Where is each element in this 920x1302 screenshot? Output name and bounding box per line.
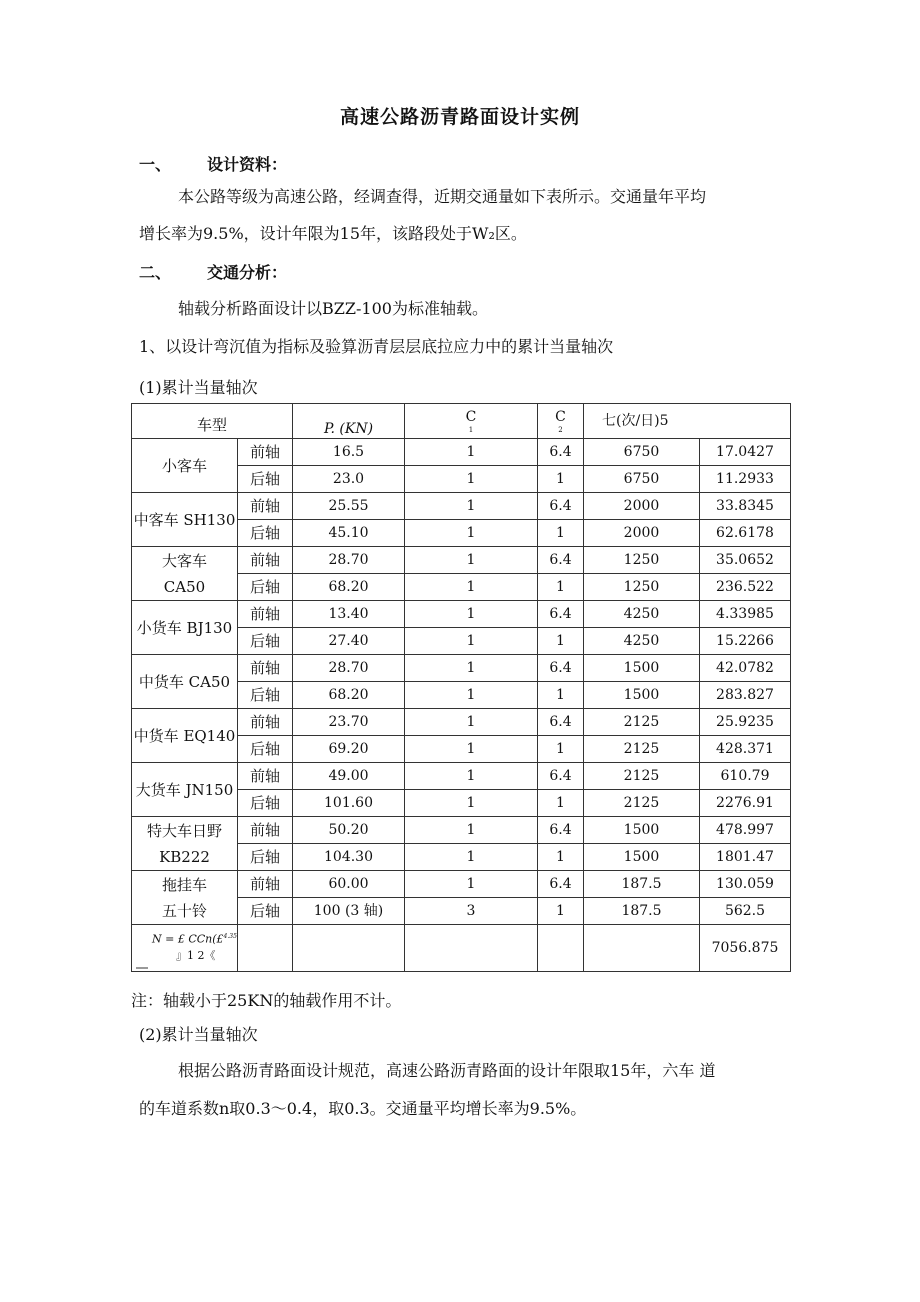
cell-axle: 后轴	[238, 844, 293, 871]
cell-n: 2125	[584, 736, 700, 763]
header-c1-label: C	[465, 409, 477, 425]
cell-v: 478.997	[700, 817, 791, 844]
vehicle-type-cell	[132, 493, 238, 547]
vehicle-type-cell	[132, 547, 238, 601]
cell-c2: 1	[538, 466, 584, 493]
cell-p: 16.5	[293, 439, 405, 466]
cell-p: 104.30	[293, 844, 405, 871]
cell-c1: 1	[405, 601, 538, 628]
cell-v: 33.8345	[700, 493, 791, 520]
section-heading-2	[139, 260, 539, 282]
cell-p: 13.40	[293, 601, 405, 628]
cell-p: 60.00	[293, 871, 405, 898]
sum-formula-cell	[132, 925, 238, 972]
empty-cell	[405, 925, 538, 972]
cell-v: 562.5	[700, 898, 791, 925]
cell-v: 62.6178	[700, 520, 791, 547]
sum-row	[132, 925, 791, 972]
vehicle-type-model: CA50	[163, 577, 206, 596]
cell-v: 130.059	[700, 871, 791, 898]
cell-c2: 1	[538, 520, 584, 547]
cell-axle: 前轴	[238, 871, 293, 898]
vehicle-type-name: 小客车	[161, 456, 207, 475]
cell-axle: 后轴	[238, 898, 293, 925]
cell-axle: 后轴	[238, 736, 293, 763]
cell-axle: 后轴	[238, 628, 293, 655]
header-c2	[538, 404, 584, 439]
cell-n: 2000	[584, 520, 700, 547]
cell-p: 100 (3 轴)	[293, 898, 405, 925]
cell-v: 17.0427	[700, 439, 791, 466]
cell-c1: 1	[405, 520, 538, 547]
header-c2-label: C	[555, 409, 566, 425]
cell-v: 4.33985	[700, 601, 791, 628]
cell-n: 6750	[584, 439, 700, 466]
cell-p: 68.20	[293, 574, 405, 601]
formula-line-2: 』1 2《	[176, 949, 216, 962]
cell-axle: 后轴	[238, 466, 293, 493]
cell-c1: 1	[405, 439, 538, 466]
table-row	[132, 817, 791, 844]
table-row	[132, 601, 791, 628]
header-p: P. (KN)	[293, 404, 405, 439]
cell-axle: 前轴	[238, 709, 293, 736]
cell-v: 2276.91	[700, 790, 791, 817]
cell-p: 49.00	[293, 763, 405, 790]
cell-c2: 6.4	[538, 655, 584, 682]
header-c1	[405, 404, 538, 439]
vehicle-type-name: 大货车 JN150	[135, 780, 234, 799]
header-row	[132, 404, 791, 439]
cell-c1: 1	[405, 790, 538, 817]
cell-c2: 6.4	[538, 763, 584, 790]
cell-n: 1500	[584, 682, 700, 709]
scan-mark	[136, 961, 148, 969]
cell-axle: 后轴	[238, 682, 293, 709]
paragraph-line: 增长率为9.5%，设计年限为15年，该路段处于W₂区。	[139, 224, 527, 243]
cell-c2: 1	[538, 898, 584, 925]
vehicle-type-name: 中客车 SH130	[133, 510, 236, 529]
cell-c1: 1	[405, 547, 538, 574]
note: 注：轴载小于25KN的轴载作用不计。	[131, 991, 402, 1010]
cell-c2: 1	[538, 736, 584, 763]
cell-axle: 前轴	[238, 655, 293, 682]
sub-heading: (1)累计当量轴次	[139, 378, 258, 397]
cell-c1: 1	[405, 682, 538, 709]
table-row	[132, 709, 791, 736]
sub-heading: (2)累计当量轴次	[139, 1025, 258, 1044]
cell-p: 25.55	[293, 493, 405, 520]
vehicle-type-model: KB222	[159, 847, 210, 866]
empty-cell	[293, 925, 405, 972]
header-c1-sub: 1	[468, 426, 474, 434]
header-n: 七(次/日)5	[584, 404, 791, 439]
vehicle-type-cell	[132, 763, 238, 817]
section-number: 二、	[139, 263, 172, 282]
cell-c1: 1	[405, 655, 538, 682]
cell-c1: 3	[405, 898, 538, 925]
cell-v: 1801.47	[700, 844, 791, 871]
cell-n: 4250	[584, 601, 700, 628]
cell-c1: 1	[405, 736, 538, 763]
axle-load-table	[131, 403, 791, 972]
vehicle-type-name: 中货车 CA50	[138, 672, 231, 691]
cell-c2: 1	[538, 844, 584, 871]
section-label: 交通分析：	[207, 263, 288, 282]
cell-v: 42.0782	[700, 655, 791, 682]
vehicle-type-name: 中货车 EQ140	[133, 726, 236, 745]
cell-n: 6750	[584, 466, 700, 493]
cell-n: 2000	[584, 493, 700, 520]
header-vehicle: 车型	[132, 404, 293, 439]
empty-cell	[584, 925, 700, 972]
cell-c1: 1	[405, 709, 538, 736]
cell-axle: 前轴	[238, 439, 293, 466]
vehicle-type-cell	[132, 871, 238, 925]
vehicle-type-name: 大客车	[161, 551, 207, 570]
table-row	[132, 439, 791, 466]
sum-formula	[132, 925, 237, 971]
cell-v: 11.2933	[700, 466, 791, 493]
cell-p: 23.70	[293, 709, 405, 736]
formula-exponent: 4.35	[223, 933, 237, 940]
cell-p: 68.20	[293, 682, 405, 709]
empty-cell	[238, 925, 293, 972]
cell-n: 187.5	[584, 871, 700, 898]
paragraph-line: 本公路等级为高速公路，经调查得，近期交通量如下表所示。交通量年平均	[178, 187, 707, 206]
cell-n: 1250	[584, 574, 700, 601]
cell-p: 28.70	[293, 655, 405, 682]
cell-c2: 6.4	[538, 439, 584, 466]
cell-c1: 1	[405, 817, 538, 844]
vehicle-type-name: 拖挂车	[161, 875, 207, 894]
cell-c2: 6.4	[538, 709, 584, 736]
cell-c1: 1	[405, 844, 538, 871]
table-row	[132, 871, 791, 898]
cell-n: 187.5	[584, 898, 700, 925]
cell-c2: 6.4	[538, 601, 584, 628]
table-row	[132, 655, 791, 682]
cell-c1: 1	[405, 763, 538, 790]
cell-axle: 后轴	[238, 574, 293, 601]
cell-axle: 前轴	[238, 493, 293, 520]
cell-n: 1500	[584, 844, 700, 871]
paragraph-line: 根据公路沥青路面设计规范，高速公路沥青路面的设计年限取15年，六车 道	[178, 1061, 716, 1080]
section-number: 一、	[139, 155, 172, 174]
cell-n: 2125	[584, 709, 700, 736]
cell-c2: 6.4	[538, 493, 584, 520]
cell-axle: 前轴	[238, 601, 293, 628]
empty-cell	[538, 925, 584, 972]
cell-p: 50.20	[293, 817, 405, 844]
vehicle-type-cell	[132, 601, 238, 655]
cell-axle: 后轴	[238, 520, 293, 547]
cell-n: 2125	[584, 790, 700, 817]
item-heading: 1、以设计弯沉值为指标及验算沥青层层底拉应力中的累计当量轴次	[139, 337, 614, 356]
cell-v: 236.522	[700, 574, 791, 601]
cell-c1: 1	[405, 574, 538, 601]
cell-c2: 1	[538, 790, 584, 817]
formula-line-1	[152, 928, 237, 949]
vehicle-type-cell	[132, 709, 238, 763]
cell-p: 27.40	[293, 628, 405, 655]
cell-n: 1250	[584, 547, 700, 574]
sum-total: 7056.875	[700, 925, 791, 972]
table-row	[132, 493, 791, 520]
cell-axle: 前轴	[238, 547, 293, 574]
formula-text: N = £ CCn(£	[152, 932, 224, 946]
cell-p: 28.70	[293, 547, 405, 574]
section-heading-1	[139, 152, 539, 174]
cell-n: 2125	[584, 763, 700, 790]
cell-c2: 6.4	[538, 817, 584, 844]
cell-v: 610.79	[700, 763, 791, 790]
cell-v: 283.827	[700, 682, 791, 709]
cell-v: 15.2266	[700, 628, 791, 655]
cell-c1: 1	[405, 628, 538, 655]
cell-n: 1500	[584, 655, 700, 682]
cell-c2: 1	[538, 628, 584, 655]
header-c2-sub: 2	[558, 426, 563, 434]
cell-c2: 6.4	[538, 547, 584, 574]
cell-v: 25.9235	[700, 709, 791, 736]
cell-c1: 1	[405, 493, 538, 520]
vehicle-type-name: 特大车日野	[146, 821, 222, 840]
vehicle-type-cell	[132, 655, 238, 709]
cell-c1: 1	[405, 466, 538, 493]
vehicle-type-cell	[132, 817, 238, 871]
paragraph-line: 的车道系数n取0.3〜0.4，取0.3。交通量平均增长率为9.5%。	[139, 1099, 587, 1118]
cell-c2: 1	[538, 682, 584, 709]
cell-n: 1500	[584, 817, 700, 844]
cell-c2: 6.4	[538, 871, 584, 898]
table-row	[132, 547, 791, 574]
section-label: 设计资料：	[207, 155, 288, 174]
cell-p: 45.10	[293, 520, 405, 547]
cell-n: 4250	[584, 628, 700, 655]
cell-c1: 1	[405, 871, 538, 898]
page-title: 高速公路沥青路面设计实例	[339, 106, 580, 128]
cell-v: 428.371	[700, 736, 791, 763]
cell-p: 23.0	[293, 466, 405, 493]
vehicle-type-name: 小货车 BJ130	[136, 618, 233, 637]
cell-p: 69.20	[293, 736, 405, 763]
cell-v: 35.0652	[700, 547, 791, 574]
vehicle-type-model: 五十铃	[161, 901, 207, 920]
cell-p: 101.60	[293, 790, 405, 817]
cell-c2: 1	[538, 574, 584, 601]
vehicle-type-cell	[132, 439, 238, 493]
cell-axle: 后轴	[238, 790, 293, 817]
cell-axle: 前轴	[238, 817, 293, 844]
cell-axle: 前轴	[238, 763, 293, 790]
paragraph-line: 轴载分析路面设计以BZZ-100为标准轴载。	[178, 299, 488, 318]
table-row	[132, 763, 791, 790]
